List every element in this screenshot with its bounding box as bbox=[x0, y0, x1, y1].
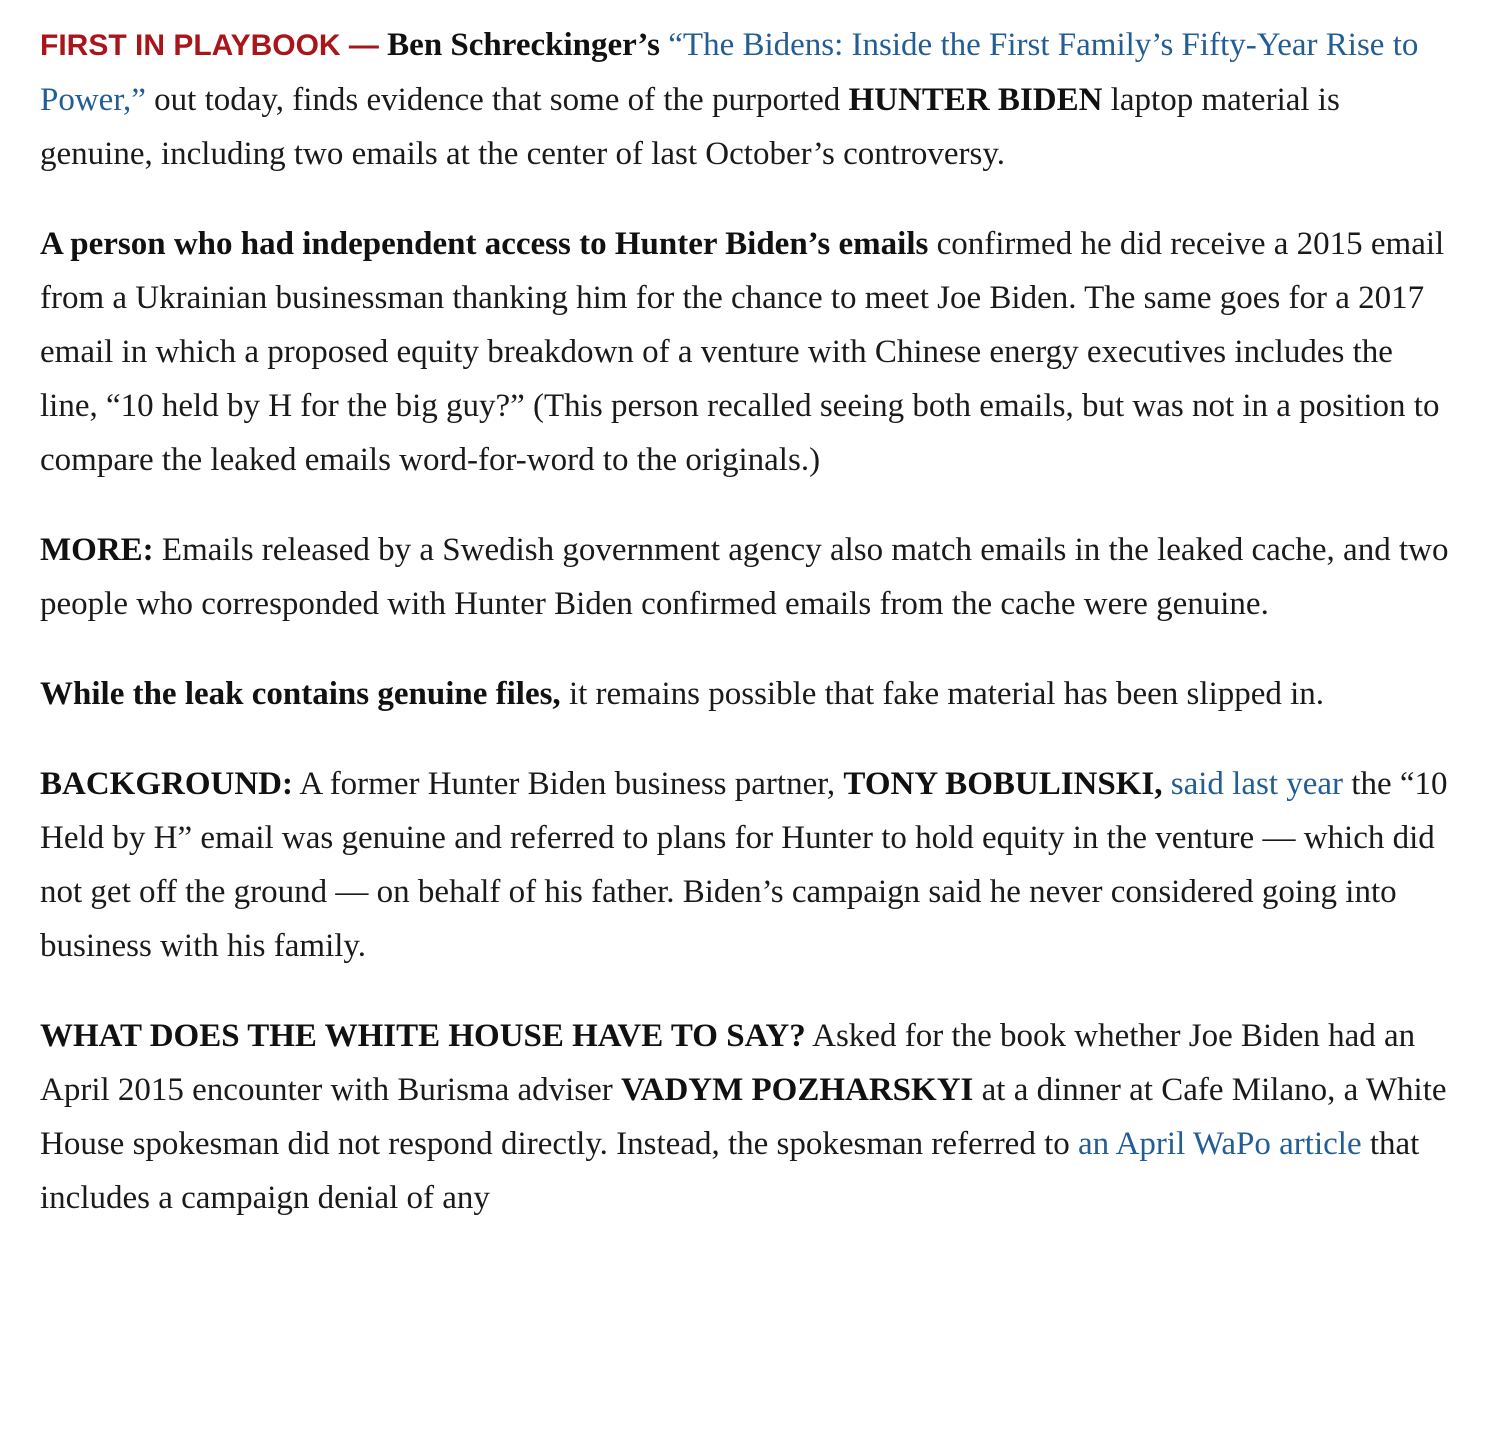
white-house-text-1: Asked for the book whether Joe Biden had an April 2015 encounter with Burisma adviser bbox=[40, 1018, 1416, 1108]
author-name: Ben Schreckinger’s bbox=[387, 27, 661, 63]
article-body bbox=[40, 18, 1450, 1261]
background-text-2: the “10 Held by H” email was genuine and referred to plans for Hunter to hold equity in the venture — which did not get off the ground — on behalf of his father. Biden’s campaign said he never considered going into business with his family. bbox=[40, 766, 1448, 964]
white-house-lead: WHAT DOES THE WHITE HOUSE HAVE TO SAY? bbox=[40, 1018, 806, 1054]
kicker-label: FIRST IN PLAYBOOK — bbox=[40, 29, 379, 62]
background-text-1: A former Hunter Biden business partner, bbox=[293, 766, 844, 802]
access-text: confirmed he did receive a 2015 email from a Ukrainian businessman thanking him for the chance to meet Joe Biden. The same goes for a 2017 email in which a proposed equity breakdown of a venture with Chinese energy executives includes the line, “10 held by H for the big guy?” (This person recalled seeing both emails, but was not in a position to compare the leaked emails word-for-word to the originals.) bbox=[40, 226, 1445, 478]
white-house-text-3: that includes a campaign denial of any bbox=[40, 1126, 1420, 1216]
intro-text-1: out today, finds evidence that some of the purported bbox=[145, 82, 849, 118]
more-text: Emails released by a Swedish government agency also match emails in the leaked cache, and two people who corresponded with Hunter Biden confirmed emails from the cache were genuine. bbox=[40, 532, 1449, 622]
paragraph-more bbox=[40, 523, 1450, 631]
paragraph-leak bbox=[40, 667, 1450, 721]
white-house-text-2: at a dinner at Cafe Milano, a White House spokesman did not respond directly. Instead, the spokesman referred to bbox=[40, 1072, 1447, 1162]
hunter-biden-name: HUNTER BIDEN bbox=[848, 82, 1103, 118]
background-lead: BACKGROUND: bbox=[40, 766, 293, 802]
paragraph-white-house bbox=[40, 1009, 1450, 1225]
leak-text: it remains possible that fake material has been slipped in. bbox=[560, 676, 1325, 712]
leak-lead: While the leak contains genuine files, bbox=[40, 676, 561, 712]
intro-text-2: laptop material is genuine, including two emails at the center of last October’s controversy. bbox=[40, 82, 1340, 172]
paragraph-intro bbox=[40, 18, 1450, 181]
wapo-article-link[interactable]: an April WaPo article bbox=[1078, 1126, 1362, 1162]
paragraph-access bbox=[40, 217, 1450, 487]
book-title-link[interactable]: “The Bidens: Inside the First Family’s Fifty-Year Rise to Power,” bbox=[40, 27, 1419, 118]
paragraph-background bbox=[40, 757, 1450, 973]
more-lead: MORE: bbox=[40, 532, 154, 568]
pozharskyi-name: VADYM POZHARSKYI bbox=[621, 1072, 974, 1108]
access-lead: A person who had independent access to Hunter Biden’s emails bbox=[40, 226, 929, 262]
bobulinski-name: TONY BOBULINSKI, bbox=[843, 766, 1163, 802]
said-last-year-link[interactable]: said last year bbox=[1170, 766, 1344, 802]
